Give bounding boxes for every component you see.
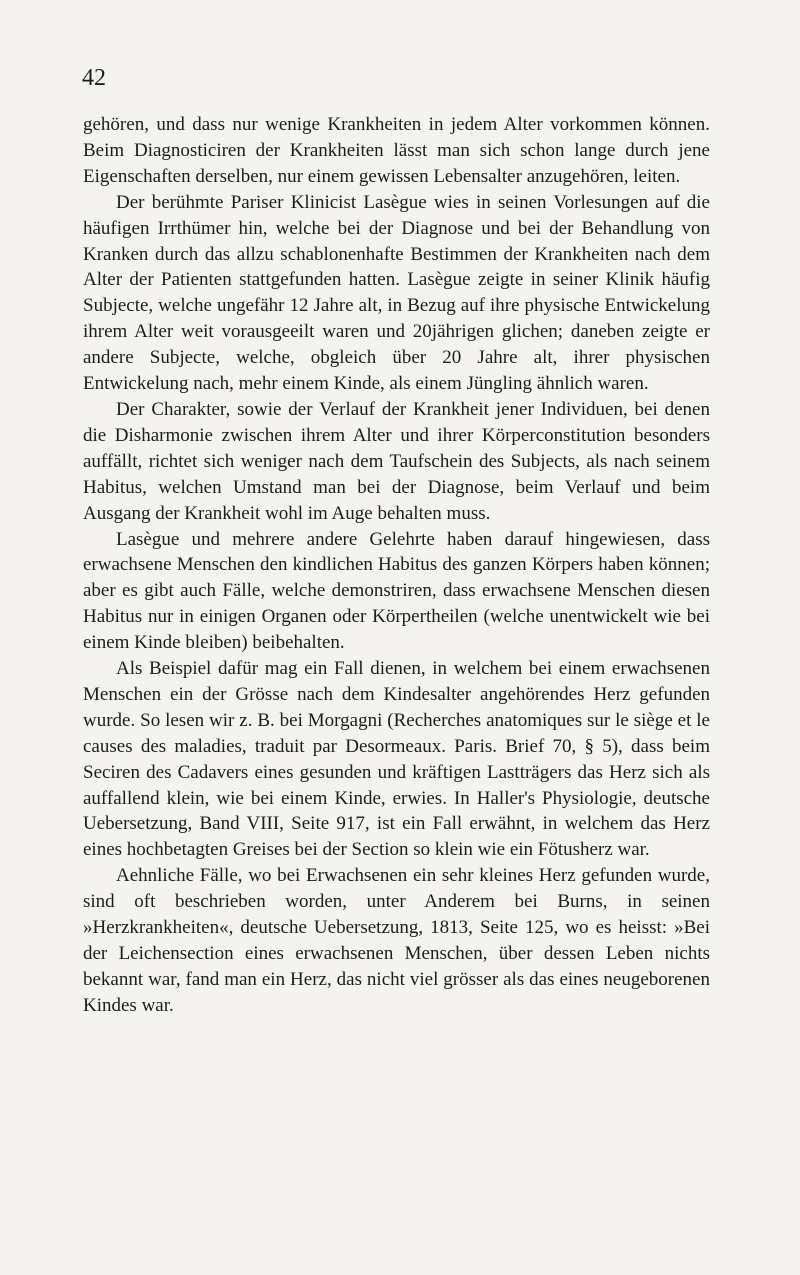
paragraph-childlike-habitus: Lasègue und mehrere andere Gelehrte haben darauf hingewiesen, dass erwachsene Menschen den kindlichen Habitus des ganzen Körpers haben können; aber es gibt auch Fälle, welche demonstriren, dass erwachsene Menschen diesen Habitus nur in einigen Organen oder Körpertheilen (welche unentwickelt wie bei einem Kinde bleiben) beibehalten. bbox=[83, 528, 710, 654]
page-number: 42 bbox=[82, 65, 106, 91]
paragraph-lasegue-lectures: Der berühmte Pariser Klinicist Lasègue wies in seinen Vorlesungen auf die häufigen Irrthümer hin, welche bei der Diagnose und bei der Behandlung von Kranken durch das allzu schablonenhafte Bestimmen der Krankheiten nach dem Alter der Patienten stattgefunden hatten. Lasègue zeigte in seiner Klinik häufig Subjecte, welche ungefähr 12 Jahre alt, in Bezug auf ihre physische Entwickelung ihrem Alter weit vorausgeeilt waren und 20jährigen glichen; daneben zeigte er andere Subjecte, welche, obgleich über 20 Jahre alt, ihrer physischen Entwickelung nach, mehr einem Kinde, als einem Jüngling ähnlich waren. bbox=[83, 191, 710, 395]
paragraph-similar-cases: Aehnliche Fälle, wo bei Erwachsenen ein sehr kleines Herz gefunden wurde, sind oft beschrieben worden, unter Anderem bei Burns, in seinen »Herzkrankheiten«, deutsche Uebersetzung, 1813, Seite 125, wo es heisst: »Bei der Leichensection eines erwachsenen Menschen, über dessen Leben nichts bekannt war, fand man ein Herz, das nicht viel grösser als das eines neugeborenen Kindes war. bbox=[83, 865, 710, 1016]
paragraph-small-heart-example: Als Beispiel dafür mag ein Fall dienen, in welchem bei einem erwachsenen Menschen ein der Grösse nach dem Kindesalter angehörendes Herz gefunden wurde. So lesen wir z. B. bei Morgagni (Recherches anatomiques sur le siège et le causes des maladies, traduit par Desormeaux. Paris. Brief 70, § 5), dass beim Seciren des Cadavers eines gesunden und kräftigen Lastträgers das Herz sich als auffallend klein, wie bei einem Kinde, erwies. In Haller's Physiologie, deutsche Uebersetzung, Band VIII, Seite 917, ist ein Fall erwähnt, in welchem das Herz eines hochbetagten Greises bei der Section so klein wie ein Fötusherz war. bbox=[83, 658, 710, 861]
body-text bbox=[83, 112, 710, 1019]
paragraph-character-course: Der Charakter, sowie der Verlauf der Krankheit jener Individuen, bei denen die Disharmonie zwischen ihrem Alter und ihrer Körperconstitution besonders auffällt, richtet sich weniger nach dem Taufschein des Subjects, als nach seinem Habitus, welchen Umstand man bei der Diagnose, beim Verlauf und beim Ausgang der Krankheit wohl im Auge behalten muss. bbox=[83, 398, 710, 524]
paragraph-continuation: gehören, und dass nur wenige Krankheiten in jedem Alter vorkommen können. Beim Diagnosticiren der Krankheiten lässt man sich schon lange durch jene Eigenschaften derselben, nur einem gewissen Lebensalter anzugehören, leiten. bbox=[83, 114, 710, 187]
